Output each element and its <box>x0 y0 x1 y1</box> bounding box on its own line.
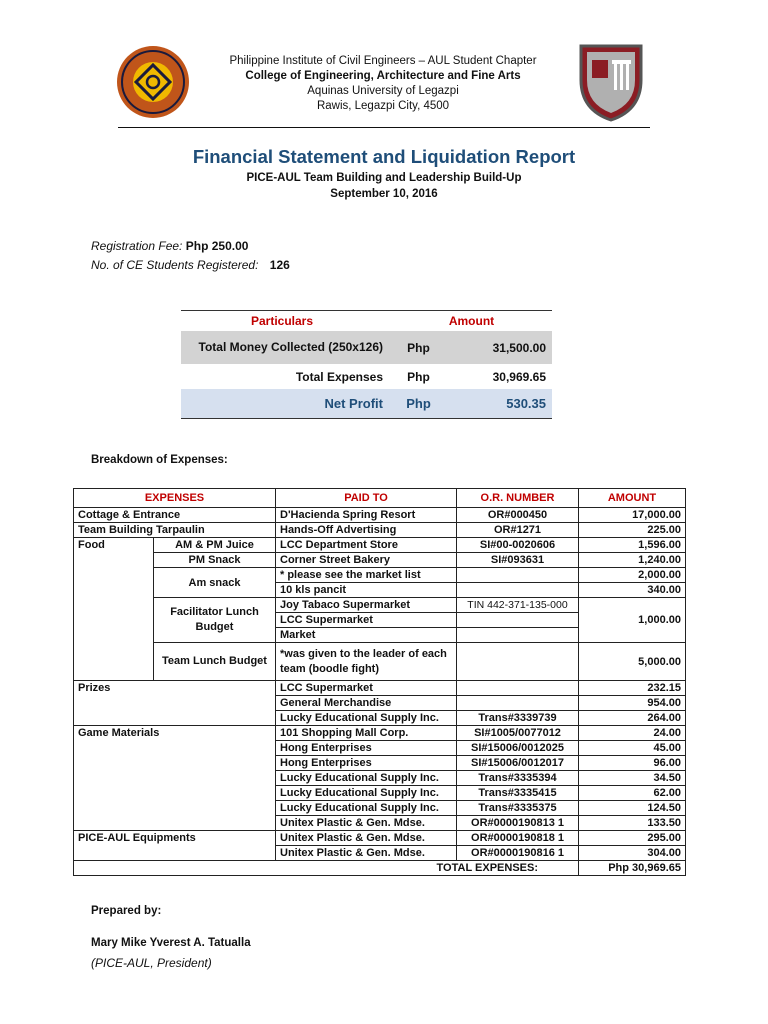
total-value: Php 30,969.65 <box>579 861 686 876</box>
paid-to-cell: 10 kls pancit <box>276 583 457 598</box>
header-address: Rawis, Legazpi City, 4500 <box>316 100 450 112</box>
amount-cell: 232.15 <box>579 681 686 696</box>
amount-cell: 1,596.00 <box>579 538 686 553</box>
amount-cell: 225.00 <box>579 523 686 538</box>
sub-expense-cell: Facilitator Lunch Budget <box>154 598 276 643</box>
paid-to-cell: *was given to the leader of each team (boodle fight) <box>276 643 457 681</box>
expense-cell: Prizes <box>74 681 276 696</box>
students-label: No. of CE Students Registered: <box>91 258 259 272</box>
or-cell: OR#0000190816 1 <box>457 846 579 861</box>
paid-to-cell: LCC Supermarket <box>276 613 457 628</box>
paid-to-cell: Lucky Educational Supply Inc. <box>276 771 457 786</box>
paid-to-cell: Lucky Educational Supply Inc. <box>276 801 457 816</box>
summary-table <box>181 310 552 419</box>
header-or-number: O.R. NUMBER <box>457 489 579 508</box>
pice-logo <box>108 44 198 120</box>
header-paid-to: PAID TO <box>276 489 457 508</box>
col-particulars: Particulars <box>250 314 314 328</box>
sub-expense-cell: Am snack <box>154 568 276 598</box>
paid-to-cell: Hong Enterprises <box>276 756 457 771</box>
or-cell: TIN 442-371-135-000 <box>457 598 579 613</box>
paid-to-cell: Joy Tabaco Supermarket <box>276 598 457 613</box>
table-row <box>74 598 686 613</box>
table-header <box>74 489 686 508</box>
amount-cell: 2,000.00 <box>579 568 686 583</box>
col-amount: Amount <box>448 314 495 328</box>
sub-expense-cell: Team Lunch Budget <box>154 643 276 681</box>
summary-label: Total Money Collected (250x126) <box>198 340 383 354</box>
or-cell <box>457 583 579 598</box>
table-row <box>74 696 686 711</box>
expense-cell <box>74 696 276 711</box>
amount-cell: 96.00 <box>579 756 686 771</box>
or-cell: Trans#3335415 <box>457 786 579 801</box>
summary-amount: 30,969.65 <box>492 369 546 384</box>
header-college: College of Engineering, Architecture and Fine Arts <box>245 70 521 82</box>
amount-cell: 264.00 <box>579 711 686 726</box>
expense-cell: Food <box>74 538 154 681</box>
summary-label: Total Expenses <box>295 369 383 384</box>
university-seal <box>576 40 646 124</box>
registration-fee-label: Registration Fee: <box>91 239 183 253</box>
event-date: September 10, 2016 <box>330 188 438 200</box>
amount-cell: 62.00 <box>579 786 686 801</box>
or-cell: OR#0000190813 1 <box>457 816 579 831</box>
table-row <box>74 508 686 523</box>
registration-fee-value: Php 250.00 <box>185 239 249 253</box>
summary-amount: 530.35 <box>506 396 546 411</box>
total-row <box>74 861 686 876</box>
amount-cell: 45.00 <box>579 741 686 756</box>
summary-currency: Php <box>407 369 430 384</box>
or-cell: SI#1005/0077012 <box>457 726 579 741</box>
or-cell: Trans#3335375 <box>457 801 579 816</box>
paid-to-cell: Unitex Plastic & Gen. Mdse. <box>276 831 457 846</box>
paid-to-cell: LCC Supermarket <box>276 681 457 696</box>
or-cell: SI#00-0020606 <box>457 538 579 553</box>
amount-cell: 17,000.00 <box>579 508 686 523</box>
paid-to-cell: Market <box>276 628 457 643</box>
summary-row-net-profit <box>181 389 552 418</box>
paid-to-cell: General Merchandise <box>276 696 457 711</box>
amount-cell: 295.00 <box>579 831 686 846</box>
or-cell <box>457 628 579 643</box>
amount-cell: 340.00 <box>579 583 686 598</box>
or-cell: SI#15006/0012025 <box>457 741 579 756</box>
header-amount: AMOUNT <box>579 489 686 508</box>
amount-cell: 34.50 <box>579 771 686 786</box>
paid-to-cell: LCC Department Store <box>276 538 457 553</box>
expense-cell: Team Building Tarpaulin <box>74 523 276 538</box>
paid-to-cell: Lucky Educational Supply Inc. <box>276 711 457 726</box>
summary-amount: 31,500.00 <box>492 340 546 355</box>
or-cell: Trans#3335394 <box>457 771 579 786</box>
paid-to-cell: Unitex Plastic & Gen. Mdse. <box>276 816 457 831</box>
table-row <box>74 681 686 696</box>
or-cell <box>457 643 579 681</box>
summary-row-expenses <box>181 364 552 389</box>
sub-expense-cell: AM & PM Juice <box>154 538 276 553</box>
summary-row-collected <box>181 331 552 364</box>
preparer-position: (PICE-AUL, President) <box>91 956 212 970</box>
expense-cell: Game Materials <box>74 726 276 831</box>
or-cell: OR#0000190818 1 <box>457 831 579 846</box>
paid-to-cell: Lucky Educational Supply Inc. <box>276 786 457 801</box>
total-label: TOTAL EXPENSES: <box>74 861 579 876</box>
preparer-name: Mary Mike Yverest A. Tatualla <box>91 937 251 949</box>
students-registered <box>91 258 290 272</box>
or-cell <box>457 613 579 628</box>
or-cell: Trans#3339739 <box>457 711 579 726</box>
or-cell: OR#000450 <box>457 508 579 523</box>
expense-cell: PICE-AUL Equipments <box>74 831 276 861</box>
amount-cell: 304.00 <box>579 846 686 861</box>
table-row <box>74 726 686 741</box>
breakdown-label: Breakdown of Expenses: <box>91 454 228 466</box>
expense-cell: Cottage & Entrance <box>74 508 276 523</box>
summary-label: Net Profit <box>324 396 383 411</box>
table-row <box>74 553 686 568</box>
amount-cell: 124.50 <box>579 801 686 816</box>
or-cell: OR#1271 <box>457 523 579 538</box>
students-value: 126 <box>269 258 290 272</box>
paid-to-cell: Unitex Plastic & Gen. Mdse. <box>276 846 457 861</box>
expense-cell <box>74 711 276 726</box>
header-expenses: EXPENSES <box>74 489 276 508</box>
paid-to-cell: Hands-Off Advertising <box>276 523 457 538</box>
report-title: Financial Statement and Liquidation Report <box>192 146 576 167</box>
table-row <box>74 831 686 846</box>
table-row <box>74 523 686 538</box>
or-cell: SI#15006/0012017 <box>457 756 579 771</box>
summary-currency: Php <box>406 396 431 411</box>
paid-to-cell: Corner Street Bakery <box>276 553 457 568</box>
expenses-table <box>73 488 686 876</box>
header-university: Aquinas University of Legazpi <box>307 85 459 97</box>
paid-to-cell: D'Hacienda Spring Resort <box>276 508 457 523</box>
amount-cell: 1,240.00 <box>579 553 686 568</box>
table-row <box>74 568 686 583</box>
table-row <box>74 538 686 553</box>
amount-cell: 954.00 <box>579 696 686 711</box>
paid-to-cell: * please see the market list <box>276 568 457 583</box>
table-row <box>74 711 686 726</box>
paid-to-cell: 101 Shopping Mall Corp. <box>276 726 457 741</box>
sub-expense-cell: PM Snack <box>154 553 276 568</box>
or-cell <box>457 696 579 711</box>
or-cell <box>457 681 579 696</box>
or-cell <box>457 568 579 583</box>
or-cell: SI#093631 <box>457 553 579 568</box>
paid-to-cell: Hong Enterprises <box>276 741 457 756</box>
prepared-by-label: Prepared by: <box>91 905 162 917</box>
amount-cell: 1,000.00 <box>579 598 686 643</box>
registration-fee <box>91 239 248 253</box>
amount-cell: 5,000.00 <box>579 643 686 681</box>
summary-currency: Php <box>407 340 430 355</box>
amount-cell: 133.50 <box>579 816 686 831</box>
summary-header <box>181 311 552 331</box>
header-org: Philippine Institute of Civil Engineers – AUL Student Chapter <box>229 55 537 67</box>
amount-cell: 24.00 <box>579 726 686 741</box>
header-divider <box>118 127 650 128</box>
event-subtitle: PICE-AUL Team Building and Leadership Build-Up <box>246 172 522 184</box>
